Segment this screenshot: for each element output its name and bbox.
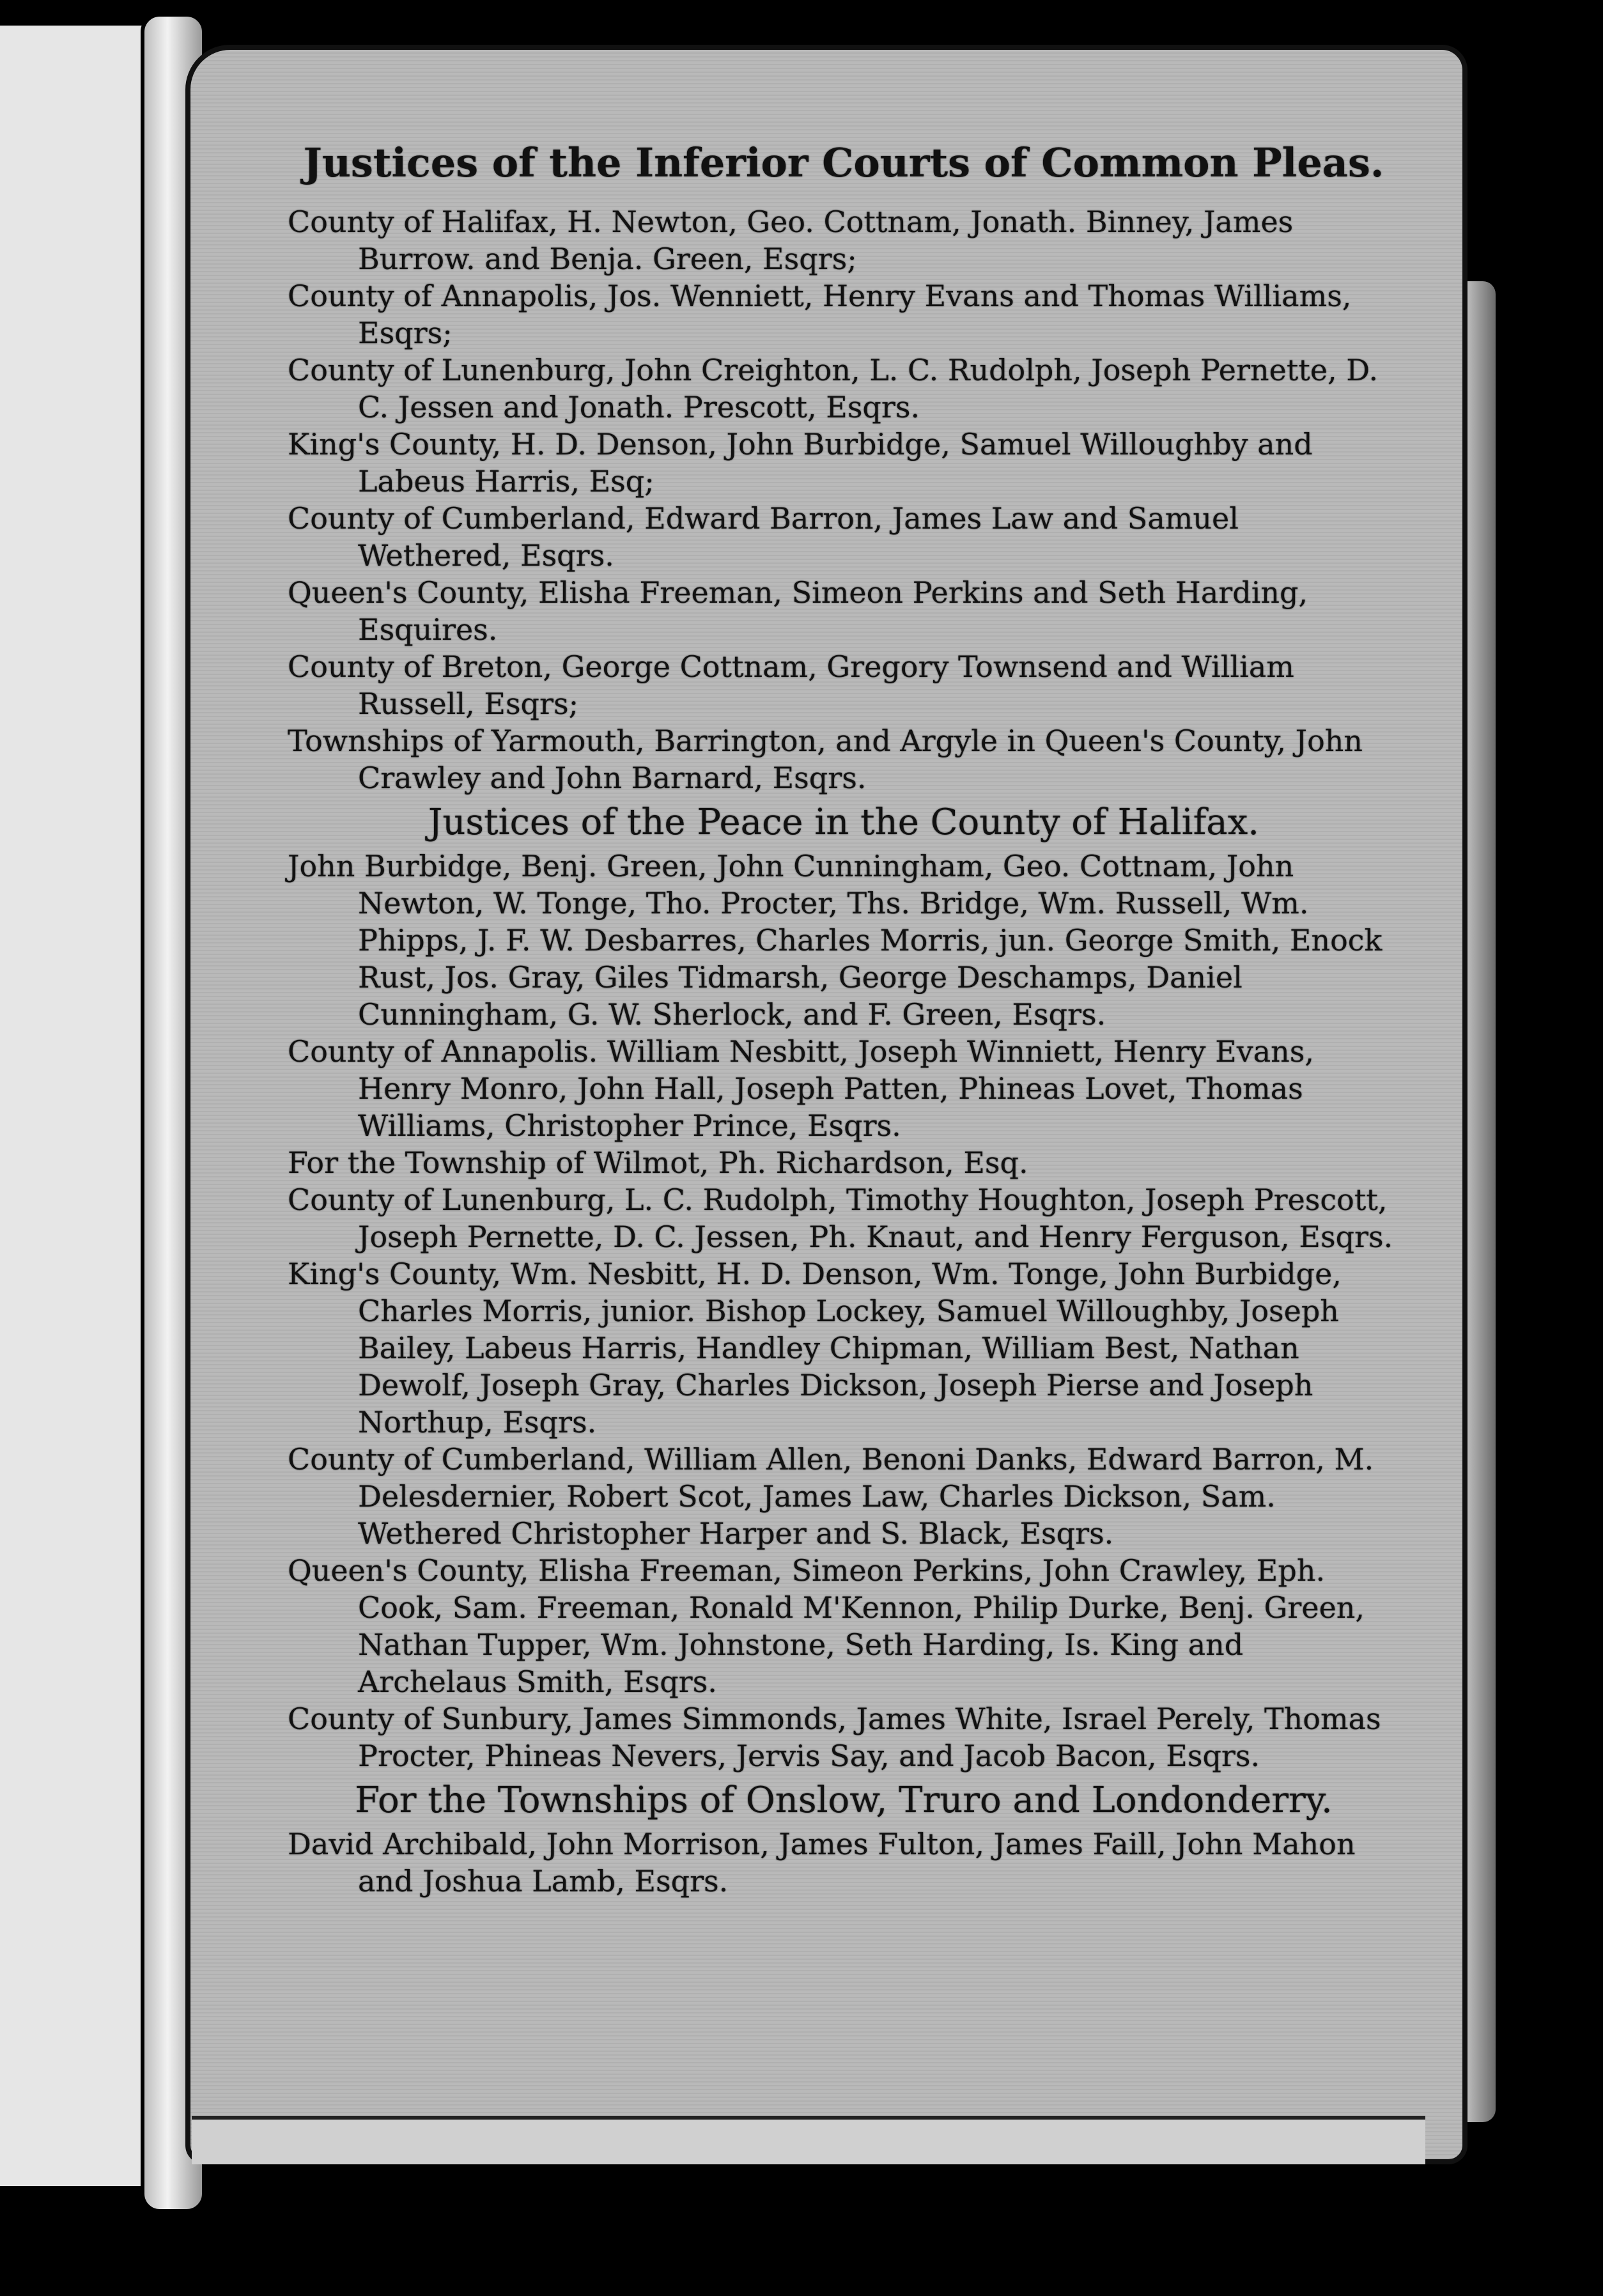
peace-entry-onslow: David Archibald, John Morrison, James Fulton, James Faill, John Mahon and Joshua Lamb, Esqrs. (288, 1827, 1356, 1898)
court-entry-lunenburg: County of Lunenburg, John Creighton, L. C. Rudolph, Joseph Pernette, D. C. Jessen and Jonath. Prescott, Esqrs. (288, 353, 1379, 424)
court-entry-cumberland: County of Cumberland, Edward Barron, James Law and Samuel Wethered, Esqrs. (288, 501, 1239, 573)
section-heading-onslow: For the Townships of Onslow, Truro and Londonderry. (355, 1780, 1333, 1821)
peace-entry-queens: Queen's County, Elisha Freeman, Simeon Perkins, John Crawley, Eph. Cook, Sam. Freeman, Ronald M'Kennon, Philip Durke, Benj. Green, Nathan Tupper, Wm. Johnstone, Seth Harding, Is. King and Archelaus Smith, Esqrs. (288, 1553, 1365, 1699)
court-entry-halifax: County of Halifax, H. Newton, Geo. Cottnam, Jonath. Binney, James Burrow. and Benja. Green, Esqrs; (288, 205, 1294, 276)
court-entry-kings: King's County, H. D. Denson, John Burbidge, Samuel Willoughby and Labeus Harris, Esq; (288, 427, 1313, 499)
court-entry-annapolis: County of Annapolis, Jos. Wenniett, Henry Evans and Thomas Williams, Esqrs; (288, 279, 1352, 350)
peace-entry-sunbury: County of Sunbury, James Simmonds, James White, Israel Perely, Thomas Procter, Phineas Nevers, Jervis Say, and Jacob Bacon, Esqrs. (288, 1702, 1381, 1773)
page-title: Justices of the Inferior Courts of Common Pleas. (303, 139, 1384, 186)
peace-entry-cumberland: County of Cumberland, William Allen, Benoni Danks, Edward Barron, M. Delesdernier, Robert Scot, James Law, Charles Dickson, Sam. Wethered Christopher Harper and S. Black, Esqrs. (288, 1442, 1374, 1551)
peace-entry-lunenburg: County of Lunenburg, L. C. Rudolph, Timothy Houghton, Joseph Prescott, Joseph Pernette, D. C. Jessen, Ph. Knaut, and Henry Ferguson, Esqrs. (288, 1183, 1393, 1254)
page-bottom-edge (192, 2116, 1425, 2164)
page-text (288, 134, 1400, 1900)
peace-entry-annapolis: County of Annapolis. William Nesbitt, Joseph Winniett, Henry Evans, Henry Monro, John Hall, Joseph Patten, Phineas Lovet, Thomas Williams, Christopher Prince, Esqrs. (288, 1034, 1314, 1143)
peace-entry-kings: King's County, Wm. Nesbitt, H. D. Denson, Wm. Tonge, John Burbidge, Charles Morris, junior. Bishop Lockey, Samuel Willoughby, Joseph Bailey, Labeus Harris, Handley Chipman, William Best, Nathan Dewolf, Joseph Gray, Charles Dickson, Joseph Pierse and Joseph Northup, Esqrs. (288, 1257, 1342, 1439)
section-heading-peace: Justices of the Peace in the County of Halifax. (428, 802, 1260, 843)
peace-entry-wilmot: For the Township of Wilmot, Ph. Richardson, Esq. (288, 1145, 1028, 1180)
court-entry-yarmouth: Townships of Yarmouth, Barrington, and Argyle in Queen's County, John Crawley and John Barnard, Esqrs. (288, 724, 1363, 795)
peace-entry-halifax: John Burbidge, Benj. Green, John Cunningham, Geo. Cottnam, John Newton, W. Tonge, Tho. Procter, Ths. Bridge, Wm. Russell, Wm. Phipps, J. F. W. Desbarres, Charles Morris, jun. George Smith, Enock Rust, Jos. Gray, Giles Tidmarsh, George Deschamps, Daniel Cunningham, G. W. Sherlock, and F. Green, Esqrs. (288, 849, 1382, 1032)
court-entry-queens: Queen's County, Elisha Freeman, Simeon Perkins and Seth Harding, Esquires. (288, 575, 1308, 647)
court-entry-breton: County of Breton, George Cottnam, Gregory Townsend and William Russell, Esqrs; (288, 649, 1294, 721)
